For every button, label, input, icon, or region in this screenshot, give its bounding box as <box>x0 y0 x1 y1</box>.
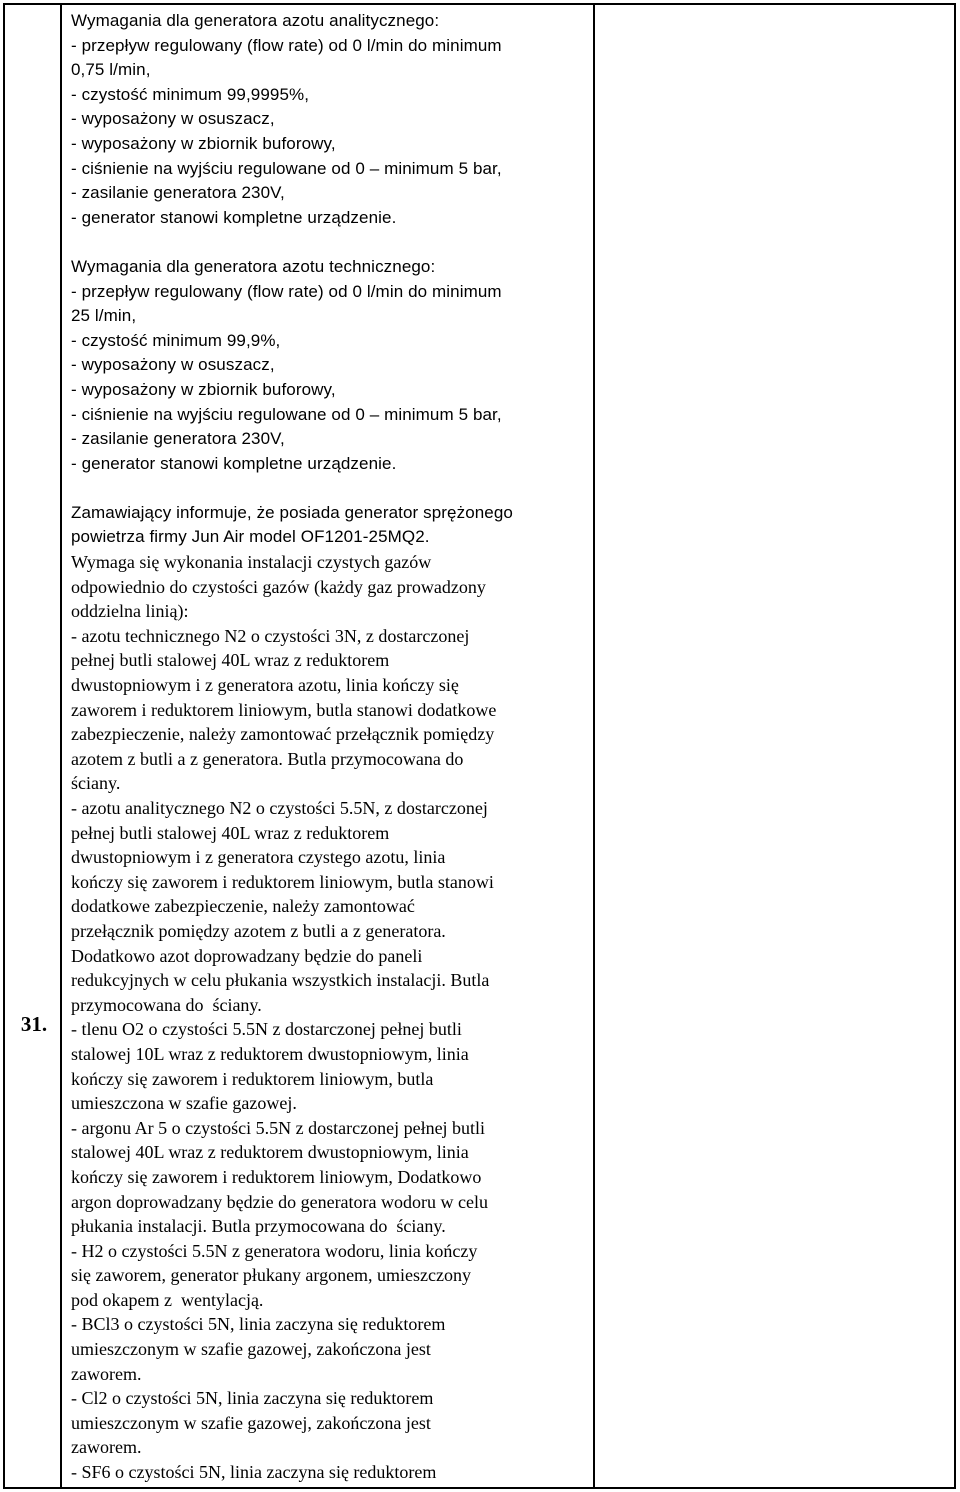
text-line: - wyposażony w osuszacz, <box>71 355 275 375</box>
text-line: 25 l/min, <box>71 306 137 326</box>
column-divider-offer <box>593 5 595 1487</box>
section-analytical-generator <box>71 9 591 230</box>
text-line: - ciśnienie na wyjściu regulowane od 0 – minimum 5 bar, <box>71 158 502 178</box>
text-line: - ciśnienie na wyjściu regulowane od 0 – minimum 5 bar, <box>71 404 502 424</box>
text-line: - Cl2 o czystości 5N, linia zaczyna się reduktorem <box>71 1388 434 1409</box>
text-line: się zaworem, generator płukany argonem, umieszczony <box>71 1265 472 1286</box>
text-line: przełącznik pomiędzy azotem z butli a z generatora. <box>71 920 446 941</box>
text-line: umieszczonym w szafie gazowej, zakończona jest <box>71 1339 431 1360</box>
text-line: - generator stanowi kompletne urządzenie. <box>71 453 397 473</box>
text-line: płukania instalacji. Butla przymocowana do ściany. <box>71 1216 446 1237</box>
text-line: pod okapem z wentylacją. <box>71 1289 264 1310</box>
text-line: powietrza firmy Jun Air model OF1201-25MQ2. <box>71 527 430 547</box>
text-line: przymocowana do ściany. <box>71 994 262 1015</box>
text-line: - tlenu O2 o czystości 5.5N z dostarczonej pełnej butli <box>71 1019 462 1040</box>
section-gas-installation <box>71 550 591 1485</box>
text-line: - argonu Ar 5 o czystości 5.5N z dostarczonej pełnej butli <box>71 1117 486 1138</box>
text-line: 0,75 l/min, <box>71 60 151 80</box>
text-line: argon doprowadzany będzie do generatora wodoru w celu <box>71 1191 489 1212</box>
text-line: ściany. <box>71 773 121 794</box>
text-line: Zamawiający informuje, że posiada generator sprężonego <box>71 502 513 522</box>
text-line: dwustopniowym i z generatora czystego azotu, linia <box>71 847 446 868</box>
text-line: - wyposażony w zbiornik buforowy, <box>71 133 336 153</box>
text-line: kończy się zaworem i reduktorem liniowym, Dodatkowo <box>71 1166 482 1187</box>
text-line: stalowej 40L wraz z reduktorem dwustopniowym, linia <box>71 1142 469 1163</box>
text-line: - wyposażony w osuszacz, <box>71 109 275 129</box>
text-line: umieszczona w szafie gazowej. <box>71 1093 297 1114</box>
text-line: umieszczonym w szafie gazowej, zakończona jest <box>71 1412 431 1433</box>
text-line: - BCl3 o czystości 5N, linia zaczyna się reduktorem <box>71 1314 446 1335</box>
text-line: zaworem. <box>71 1363 142 1384</box>
text-line: - czystość minimum 99,9995%, <box>71 84 310 104</box>
text-line: pełnej butli stalowej 40L wraz z reduktorem <box>71 822 390 843</box>
text-line: stalowej 10L wraz z reduktorem dwustopniowym, linia <box>71 1043 469 1064</box>
requirements-cell <box>71 9 591 1485</box>
text-line: - przepływ regulowany (flow rate) od 0 l/min do minimum <box>71 281 502 301</box>
text-line: zaworem i reduktorem liniowym, butla stanowi dodatkowe <box>71 699 497 720</box>
text-line: odpowiednio do czystości gazów (każdy gaz prowadzony <box>71 576 486 597</box>
text-line: - czystość minimum 99,9%, <box>71 330 281 350</box>
text-line: - SF6 o czystości 5N, linia zaczyna się reduktorem <box>71 1462 437 1483</box>
text-line: redukcyjnych w celu płukania wszystkich instalacji. Butla <box>71 970 490 991</box>
spacer <box>71 476 591 501</box>
specification-table <box>3 3 956 1489</box>
text-line: dwustopniowym i z generatora azotu, linia kończy się <box>71 675 459 696</box>
section-compressor-info <box>71 501 591 550</box>
text-line: kończy się zaworem i reduktorem liniowym, butla <box>71 1068 434 1089</box>
text-line: - wyposażony w zbiornik buforowy, <box>71 379 336 399</box>
text-line: kończy się zaworem i reduktorem liniowym, butla stanowi <box>71 871 494 892</box>
text-line: - H2 o czystości 5.5N z generatora wodoru, linia kończy <box>71 1240 478 1261</box>
text-line: - zasilanie generatora 230V, <box>71 429 285 449</box>
text-line: Wymagania dla generatora azotu technicznego: <box>71 256 436 276</box>
spacer <box>71 230 591 255</box>
section-technical-generator <box>71 255 591 476</box>
text-line: azotem z butli a z generatora. Butla przymocowana do <box>71 748 464 769</box>
text-line: - zasilanie generatora 230V, <box>71 183 285 203</box>
row-number: 31. <box>20 1012 48 1036</box>
text-line: - azotu analitycznego N2 o czystości 5.5N, z dostarczonej <box>71 798 488 818</box>
text-line: zabezpieczenie, należy zamontować przełącznik pomiędzy <box>71 724 495 745</box>
text-line: Wymagania dla generatora azotu analitycznego: <box>71 11 440 30</box>
text-line: Wymaga się wykonania instalacji czystych gazów <box>71 552 432 573</box>
text-line: Dodatkowo azot doprowadzany będzie do paneli <box>71 945 423 966</box>
text-line: - azotu technicznego N2 o czystości 3N, z dostarczonej <box>71 625 470 646</box>
text-line: zaworem. <box>71 1437 142 1458</box>
text-line: - przepływ regulowany (flow rate) od 0 l/min do minimum <box>71 35 502 55</box>
text-line: - generator stanowi kompletne urządzenie. <box>71 207 397 227</box>
text-line: oddzielna linią): <box>71 601 189 622</box>
text-line: dodatkowe zabezpieczenie, należy zamontować <box>71 896 415 917</box>
text-line: pełnej butli stalowej 40L wraz z reduktorem <box>71 650 390 671</box>
column-divider-number <box>60 5 62 1487</box>
